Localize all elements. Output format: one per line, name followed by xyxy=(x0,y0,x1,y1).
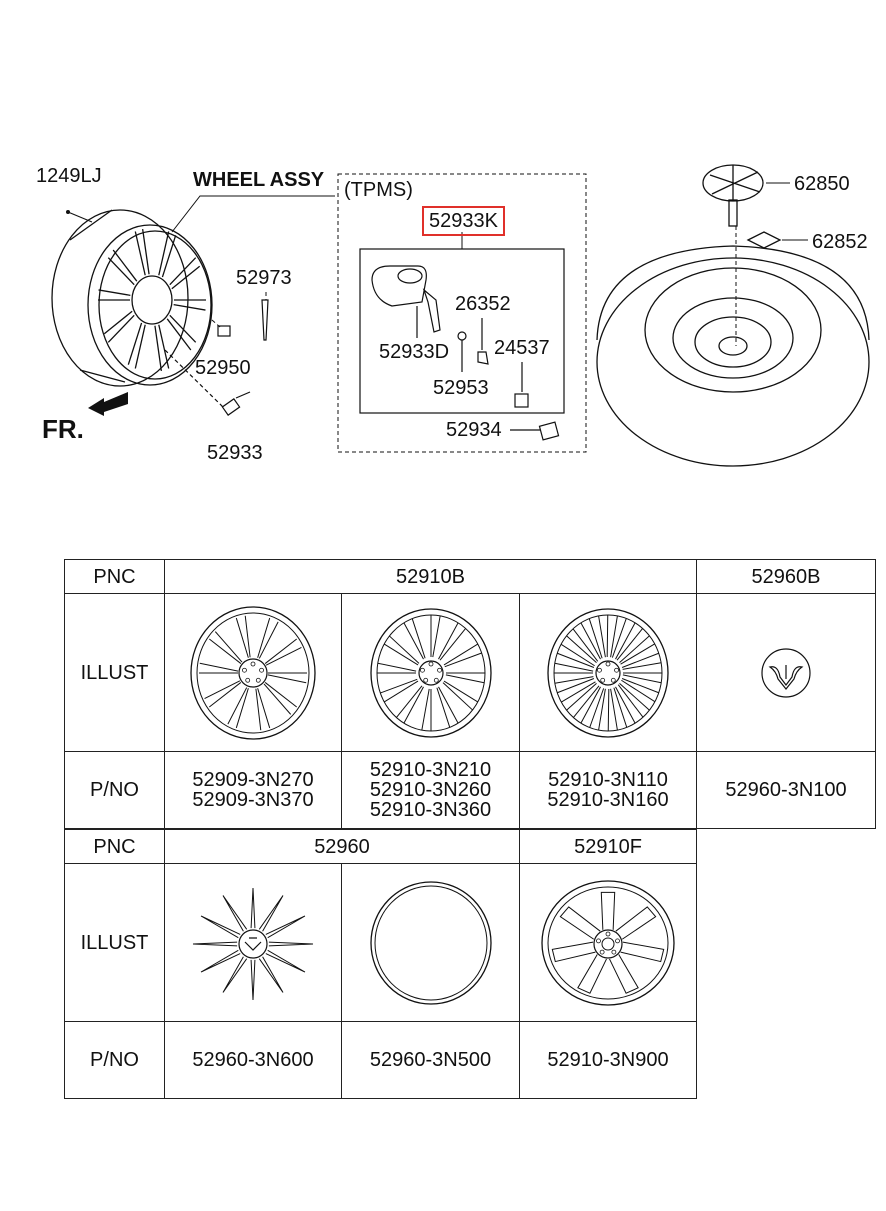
part-number[interactable]: 52910-3N900 xyxy=(547,1049,669,1071)
highlighted-part-52933K[interactable]: 52933K xyxy=(422,206,505,236)
pnc-52960B: 52960B xyxy=(697,560,876,594)
spare-wheel-illustration xyxy=(538,878,678,1008)
pnc-header: PNC xyxy=(65,830,165,864)
pnc-52910F: 52910F xyxy=(520,830,697,864)
exploded-diagram xyxy=(0,0,886,500)
front-label: FR. xyxy=(42,414,84,444)
pno-header: P/NO xyxy=(65,752,165,829)
part-number[interactable]: 52910-3N160 xyxy=(547,789,669,811)
part-number[interactable]: 52910-3N210 xyxy=(369,759,492,781)
illust-wheel-a xyxy=(165,594,342,752)
illust-wheel-c xyxy=(520,594,697,752)
wheel-assy-label: WHEEL ASSY xyxy=(193,169,325,191)
part-number[interactable]: 52910-3N260 xyxy=(369,779,492,801)
part-number[interactable]: 52960-3N600 xyxy=(192,1049,314,1071)
callout-52933D: 52933D xyxy=(379,341,450,363)
pno-cell xyxy=(342,752,520,829)
pno-cell xyxy=(520,752,697,829)
pno-header: P/NO xyxy=(65,1022,165,1099)
pno-cell xyxy=(165,1022,342,1099)
callout-24537: 24537 xyxy=(494,337,550,359)
part-number[interactable]: 52910-3N360 xyxy=(369,799,492,821)
pno-cell xyxy=(342,1022,520,1099)
pno-cell xyxy=(165,752,342,829)
pnc-header: PNC xyxy=(65,560,165,594)
wheel-illustration xyxy=(188,603,318,743)
spare-tire-drawing xyxy=(597,165,869,466)
illust-header: ILLUST xyxy=(65,594,165,752)
illust-wheel-cover xyxy=(165,864,342,1022)
part-number[interactable]: 52960-3N500 xyxy=(369,1049,492,1071)
emblem-icon xyxy=(756,643,816,703)
callout-52933: 52933 xyxy=(207,442,263,464)
tpms-label: (TPMS) xyxy=(344,179,413,201)
trim-ring-illustration xyxy=(366,878,496,1008)
part-number[interactable]: 52960-3N100 xyxy=(725,779,847,801)
callout-52934: 52934 xyxy=(446,419,502,441)
wheel-assy-drawing xyxy=(52,210,212,386)
part-number[interactable]: 52909-3N370 xyxy=(192,789,314,811)
callout-62850: 62850 xyxy=(794,173,850,195)
pnc-52960: 52960 xyxy=(165,830,520,864)
callout-62852: 62852 xyxy=(812,231,868,253)
callout-52953: 52953 xyxy=(433,377,489,399)
wheel-cover-illustration xyxy=(183,878,323,1008)
wheel-illustration xyxy=(366,603,496,743)
illust-emblem xyxy=(697,594,876,752)
parts-table-1 xyxy=(64,559,876,829)
callout-1249LJ: 1249LJ xyxy=(36,165,102,187)
callout-26352: 26352 xyxy=(455,293,511,315)
callout-52950: 52950 xyxy=(195,357,251,379)
parts-table-2 xyxy=(64,829,697,1099)
callout-52973: 52973 xyxy=(236,267,292,289)
pno-cell xyxy=(520,1022,697,1099)
pno-cell xyxy=(697,752,876,829)
illust-header: ILLUST xyxy=(65,864,165,1022)
illust-spare-wheel xyxy=(520,864,697,1022)
front-arrow-icon xyxy=(88,392,128,416)
wheel-illustration xyxy=(543,603,673,743)
pnc-52910B: 52910B xyxy=(165,560,697,594)
illust-wheel-b xyxy=(342,594,520,752)
illust-trim-ring xyxy=(342,864,520,1022)
part-number[interactable]: 52910-3N110 xyxy=(548,769,668,791)
part-number[interactable]: 52909-3N270 xyxy=(192,769,314,791)
